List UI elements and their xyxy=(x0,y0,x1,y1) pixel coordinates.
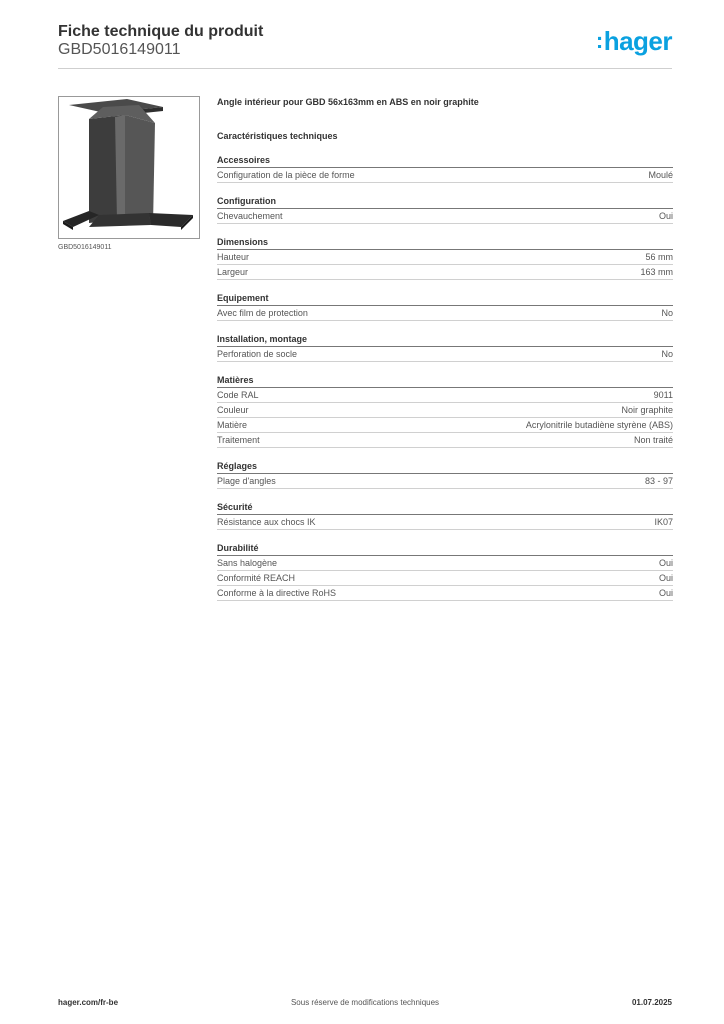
spec-label: Configuration de la pièce de forme xyxy=(217,170,355,180)
spec-label: Conforme à la directive RoHS xyxy=(217,588,337,598)
section-title: Durabilité xyxy=(217,542,673,556)
spec-section xyxy=(217,195,673,224)
spec-label: Couleur xyxy=(217,405,249,415)
logo-text: hager xyxy=(603,26,672,56)
product-details xyxy=(217,96,673,613)
spec-value: No xyxy=(661,308,673,318)
spec-row xyxy=(217,250,673,265)
product-code: GBD5016149011 xyxy=(58,41,181,58)
spec-label: Résistance aux chocs IK xyxy=(217,517,316,527)
section-title: Dimensions xyxy=(217,236,673,250)
corner-angle-illustration xyxy=(59,97,199,238)
spec-label: Hauteur xyxy=(217,252,250,262)
section-title: Accessoires xyxy=(217,154,673,168)
logo-colon: : xyxy=(595,28,603,53)
page-title: Fiche technique du produit xyxy=(58,23,264,40)
section-title: Equipement xyxy=(217,292,673,306)
spec-section xyxy=(217,292,673,321)
spec-label: Largeur xyxy=(217,267,249,277)
spec-value: Oui xyxy=(658,573,673,583)
spec-label: Plage d'angles xyxy=(217,476,276,486)
spec-section xyxy=(217,374,673,448)
spec-row xyxy=(217,347,673,362)
spec-section xyxy=(217,460,673,489)
section-title: Matières xyxy=(217,374,673,388)
spec-label: Conformité REACH xyxy=(217,573,296,583)
spec-row xyxy=(217,418,673,433)
spec-section xyxy=(217,333,673,362)
section-title: Sécurité xyxy=(217,501,673,515)
tech-characteristics-heading: Caractéristiques techniques xyxy=(217,131,338,141)
spec-value: Non traité xyxy=(633,435,673,445)
spec-value: IK07 xyxy=(654,517,673,527)
spec-value: 9011 xyxy=(653,390,673,400)
spec-value: No xyxy=(661,349,673,359)
spec-section xyxy=(217,542,673,601)
spec-label: Chevauchement xyxy=(217,211,283,221)
spec-row xyxy=(217,388,673,403)
spec-row xyxy=(217,168,673,183)
spec-value: 83 - 97 xyxy=(644,476,673,486)
spec-row xyxy=(217,403,673,418)
footer-url[interactable]: hager.com/fr-be xyxy=(58,998,119,1007)
section-title: Installation, montage xyxy=(217,333,673,347)
image-caption: GBD5016149011 xyxy=(58,244,112,251)
spec-label: Perforation de socle xyxy=(217,349,298,359)
spec-section xyxy=(217,236,673,280)
spec-value: Noir graphite xyxy=(621,405,673,415)
spec-row xyxy=(217,474,673,489)
spec-sections xyxy=(217,154,673,601)
spec-row xyxy=(217,209,673,224)
spec-row xyxy=(217,265,673,280)
spec-row xyxy=(217,515,673,530)
spec-row xyxy=(217,586,673,601)
spec-value: Moulé xyxy=(648,170,673,180)
spec-row xyxy=(217,306,673,321)
section-title: Réglages xyxy=(217,460,673,474)
spec-row xyxy=(217,433,673,448)
spec-label: Matière xyxy=(217,420,248,430)
spec-row xyxy=(217,571,673,586)
page-header xyxy=(58,22,672,59)
spec-row xyxy=(217,556,673,571)
spec-value: Oui xyxy=(658,588,673,598)
header-divider xyxy=(58,68,672,69)
hager-logo[interactable] xyxy=(596,26,672,58)
spec-value: Oui xyxy=(658,211,673,221)
spec-value: 163 mm xyxy=(640,267,673,277)
spec-section xyxy=(217,501,673,530)
footer-note: Sous réserve de modifications techniques xyxy=(290,998,440,1007)
spec-value: Acrylonitrile butadiène styrène (ABS) xyxy=(525,420,673,430)
footer-date: 01.07.2025 xyxy=(631,998,672,1007)
spec-label: Code RAL xyxy=(217,390,259,400)
spec-value: Oui xyxy=(658,558,673,568)
product-description: Angle intérieur pour GBD 56x163mm en ABS en noir graphite xyxy=(217,97,479,107)
spec-value: 56 mm xyxy=(645,252,673,262)
spec-label: Avec film de protection xyxy=(217,308,308,318)
product-image xyxy=(58,96,200,239)
section-title: Configuration xyxy=(217,195,673,209)
spec-section xyxy=(217,154,673,183)
spec-label: Traitement xyxy=(217,435,260,445)
spec-label: Sans halogène xyxy=(217,558,278,568)
